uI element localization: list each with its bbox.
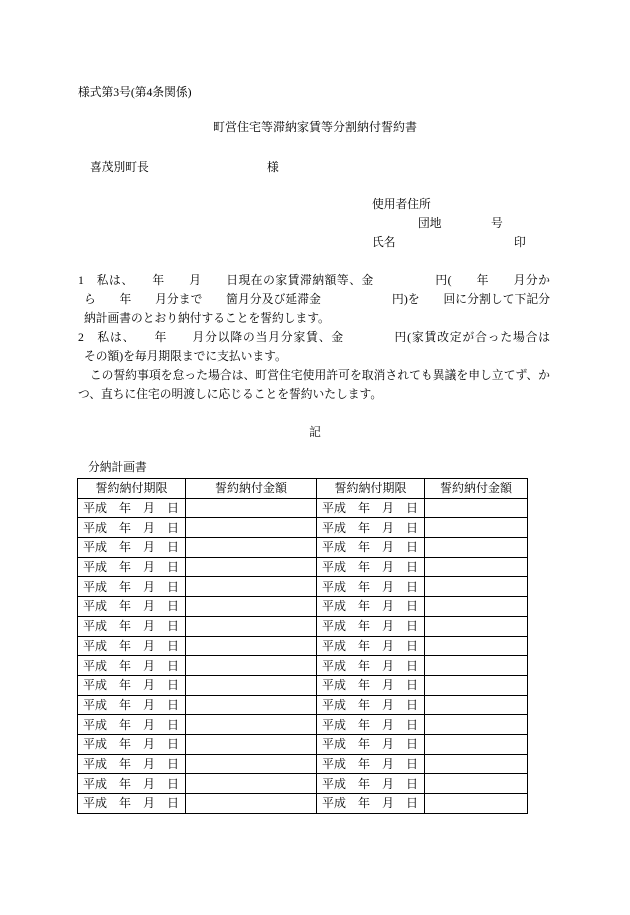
deadline-cell: 平成 年 月 日 [317, 616, 425, 636]
closing-paragraph-line-1: この誓約事項を怠った場合は、町営住宅使用許可を取消されても異議を申し立てず、か [78, 369, 550, 382]
deadline-cell: 平成 年 月 日 [78, 538, 186, 558]
amount-cell [425, 538, 528, 558]
document-title: 町営住宅等滞納家賃等分割納付誓約書 [212, 120, 417, 134]
clause-1-line-1: 1 私は、 年 月 日現在の家賃滞納額等、金 円( 年 月分か [78, 274, 550, 287]
clause-1-line-2: ら 年 月分まで 箇月分及び延滞金 円)を 回に分割して下記分 [84, 293, 550, 306]
deadline-cell: 平成 年 月 日 [317, 715, 425, 735]
amount-cell [425, 675, 528, 695]
table-row [78, 734, 528, 754]
column-header-amount: 誓約納付金額 [425, 479, 528, 499]
amount-cell [425, 518, 528, 538]
deadline-cell: 平成 年 月 日 [78, 577, 186, 597]
amount-cell [425, 715, 528, 735]
seal-mark: 印 [514, 236, 526, 249]
amount-cell [425, 794, 528, 814]
table-row [78, 794, 528, 814]
deadline-cell: 平成 年 月 日 [78, 774, 186, 794]
deadline-cell: 平成 年 月 日 [317, 774, 425, 794]
amount-cell [425, 597, 528, 617]
deadline-cell: 平成 年 月 日 [78, 498, 186, 518]
installment-plan-caption: 分納計画書 [88, 461, 147, 474]
amount-cell [186, 597, 317, 617]
amount-cell [186, 794, 317, 814]
table-row [78, 577, 528, 597]
table-row [78, 774, 528, 794]
table-row [78, 715, 528, 735]
amount-cell [186, 636, 317, 656]
deadline-cell: 平成 年 月 日 [317, 577, 425, 597]
deadline-cell: 平成 年 月 日 [317, 734, 425, 754]
deadline-cell: 平成 年 月 日 [317, 498, 425, 518]
amount-cell [186, 675, 317, 695]
clause-1-line-3: 納計画書のとおり納付することを誓約します。 [84, 312, 330, 325]
deadline-cell: 平成 年 月 日 [317, 695, 425, 715]
deadline-cell: 平成 年 月 日 [78, 695, 186, 715]
deadline-cell: 平成 年 月 日 [317, 597, 425, 617]
name-label: 氏名 [372, 236, 396, 249]
amount-cell [425, 557, 528, 577]
amount-cell [425, 636, 528, 656]
table-row [78, 636, 528, 656]
addressee-honorific: 様 [267, 161, 279, 174]
amount-cell [425, 754, 528, 774]
deadline-cell: 平成 年 月 日 [317, 538, 425, 558]
column-header-amount: 誓約納付金額 [186, 479, 317, 499]
unit-number-label: 号 [491, 217, 503, 230]
table-row [78, 518, 528, 538]
amount-cell [186, 774, 317, 794]
amount-cell [186, 695, 317, 715]
amount-cell [425, 734, 528, 754]
closing-paragraph-line-2: つ、直ちに住宅の明渡しに応じることを誓約いたします。 [78, 388, 383, 401]
deadline-cell: 平成 年 月 日 [78, 734, 186, 754]
amount-cell [425, 774, 528, 794]
table-row [78, 695, 528, 715]
amount-cell [186, 518, 317, 538]
notes-heading: 記 [309, 426, 321, 439]
table-row [78, 498, 528, 518]
deadline-cell: 平成 年 月 日 [78, 656, 186, 676]
table-row [78, 597, 528, 617]
deadline-cell: 平成 年 月 日 [317, 518, 425, 538]
table-row [78, 616, 528, 636]
amount-cell [186, 577, 317, 597]
deadline-cell: 平成 年 月 日 [78, 597, 186, 617]
table-row [78, 754, 528, 774]
housing-complex-label: 団地 [418, 217, 442, 230]
amount-cell [186, 715, 317, 735]
deadline-cell: 平成 年 月 日 [317, 656, 425, 676]
deadline-cell: 平成 年 月 日 [78, 754, 186, 774]
table-row [78, 656, 528, 676]
deadline-cell: 平成 年 月 日 [317, 754, 425, 774]
deadline-cell: 平成 年 月 日 [317, 794, 425, 814]
column-header-deadline: 誓約納付期限 [317, 479, 425, 499]
amount-cell [425, 498, 528, 518]
deadline-cell: 平成 年 月 日 [78, 715, 186, 735]
deadline-cell: 平成 年 月 日 [78, 675, 186, 695]
deadline-cell: 平成 年 月 日 [78, 616, 186, 636]
column-header-deadline: 誓約納付期限 [78, 479, 186, 499]
clause-2-line-2: その額)を毎月期限までに支払います。 [84, 350, 287, 363]
amount-cell [186, 498, 317, 518]
deadline-cell: 平成 年 月 日 [317, 636, 425, 656]
amount-cell [425, 577, 528, 597]
amount-cell [425, 695, 528, 715]
clause-2-line-1: 2 私は、 年 月分以降の当月分家賃、金 円(家賃改定が合った場合は [78, 331, 550, 344]
amount-cell [186, 616, 317, 636]
amount-cell [186, 557, 317, 577]
deadline-cell: 平成 年 月 日 [78, 518, 186, 538]
amount-cell [186, 538, 317, 558]
table-row [78, 538, 528, 558]
user-address-label: 使用者住所 [372, 198, 431, 211]
deadline-cell: 平成 年 月 日 [78, 636, 186, 656]
amount-cell [186, 754, 317, 774]
installment-plan-table [77, 478, 528, 814]
table-row [78, 675, 528, 695]
amount-cell [425, 616, 528, 636]
amount-cell [186, 656, 317, 676]
deadline-cell: 平成 年 月 日 [78, 557, 186, 577]
table-header-row [78, 479, 528, 499]
deadline-cell: 平成 年 月 日 [317, 557, 425, 577]
addressee-name: 喜茂別町長 [90, 161, 149, 174]
table-row [78, 557, 528, 577]
amount-cell [186, 734, 317, 754]
amount-cell [425, 656, 528, 676]
deadline-cell: 平成 年 月 日 [317, 675, 425, 695]
form-number-label: 様式第3号(第4条関係) [78, 86, 192, 99]
deadline-cell: 平成 年 月 日 [78, 794, 186, 814]
